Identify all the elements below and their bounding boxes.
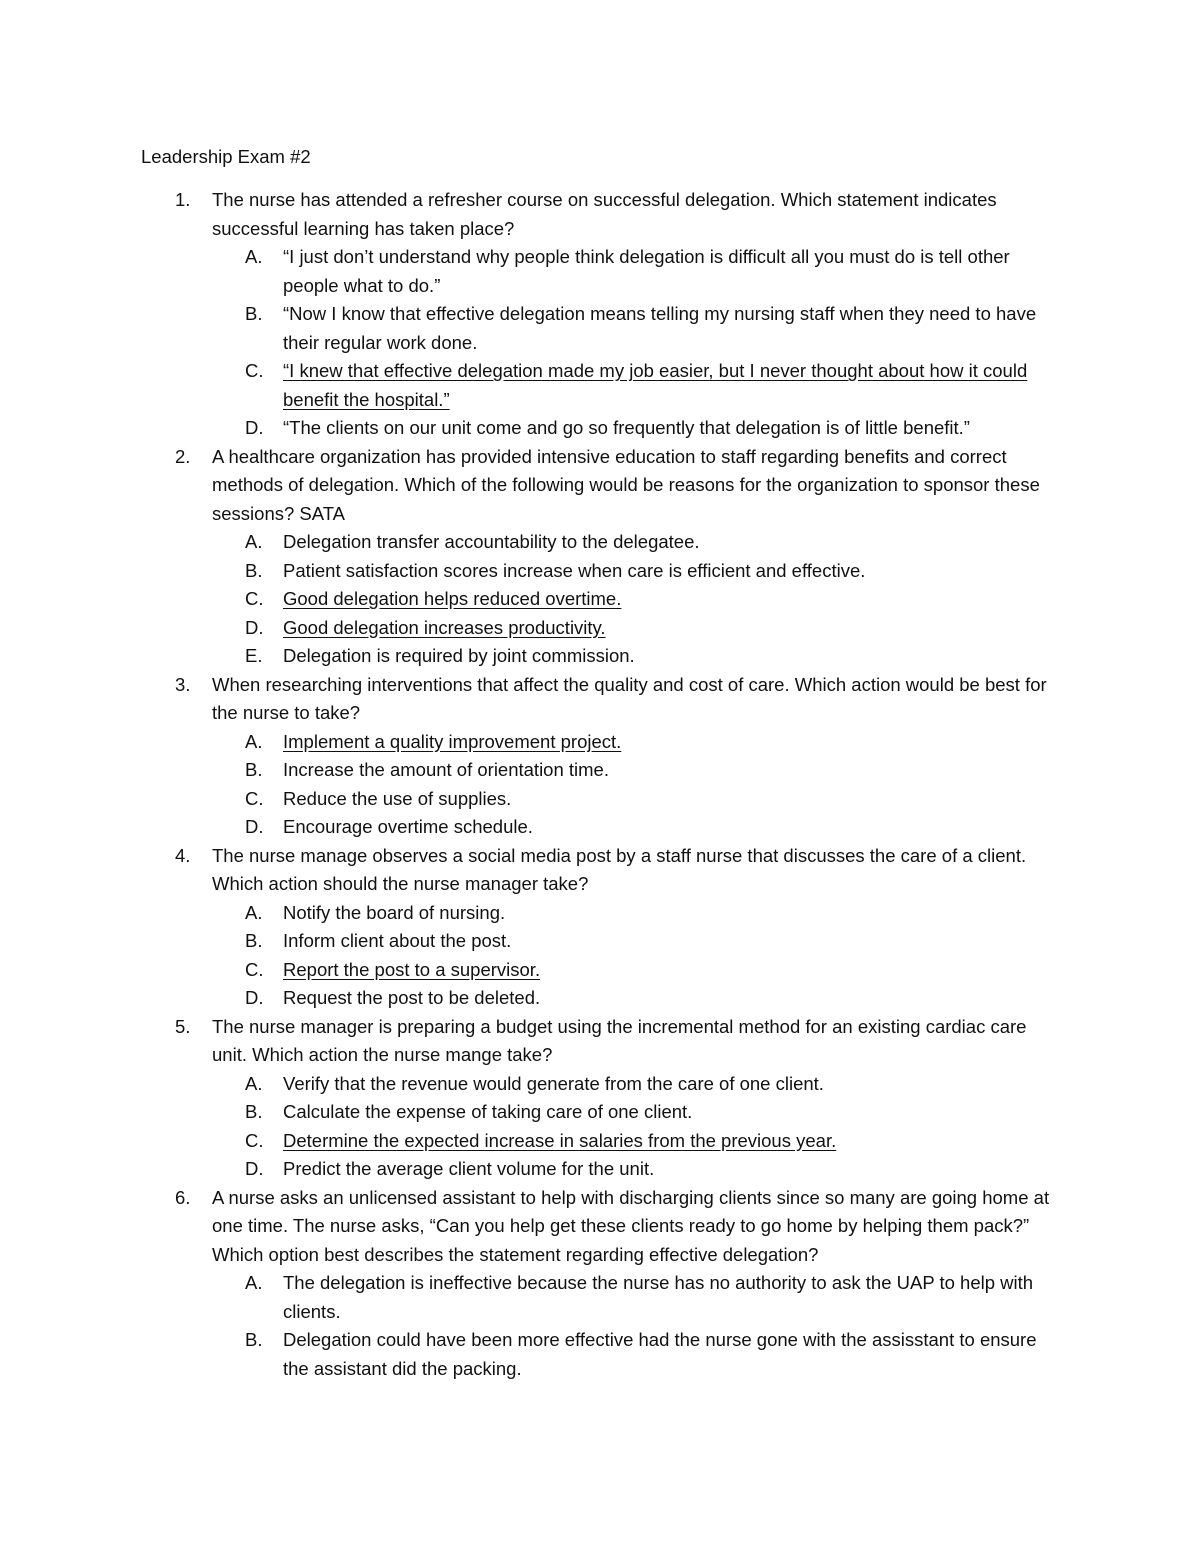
document-title: Leadership Exam #2 (141, 146, 311, 167)
option-letter: C. (245, 1129, 264, 1151)
question-2-option-3 (212, 585, 1061, 614)
option-text: Inform client about the post. (283, 930, 512, 951)
option-text: Delegation could have been more effective had the nurse gone with the assisstant to ensure the assistant did the packing. (283, 1329, 1037, 1379)
option-letter: A. (245, 1272, 263, 1293)
option-list (212, 728, 1061, 842)
question-3-option-4 (212, 813, 1061, 842)
option-letter: B. (245, 759, 263, 780)
option-text: Verify that the revenue would generate from the care of one client. (283, 1072, 824, 1094)
option-text-correct: Good delegation increases productivity. (283, 616, 606, 638)
option-text: Request the post to be deleted. (283, 987, 541, 1008)
option-text-correct: Implement a quality improvement project. (283, 730, 622, 752)
question-number: 3. (175, 673, 191, 695)
option-text-correct: Good delegation helps reduced overtime. (283, 588, 622, 609)
question-1-option-3 (212, 357, 1061, 414)
question-5-option-3 (212, 1127, 1061, 1156)
option-letter: D. (245, 1158, 264, 1179)
option-letter: C. (245, 787, 264, 809)
option-letter: B. (245, 930, 263, 951)
option-list (212, 899, 1061, 1013)
question-1-option-1 (212, 243, 1061, 300)
question-number: 6. (175, 1186, 191, 1208)
question-text: A healthcare organization has provided intensive education to staff regarding benefits and correct methods of delegation. Which of the following would be reasons for the organization to sponsor these sessions? SATA (212, 445, 1040, 524)
question-3-option-1 (212, 728, 1061, 757)
option-text: The delegation is ineffective because the nurse has no authority to ask the UAP to help with clients. (283, 1272, 1034, 1322)
question-4-option-4 (212, 984, 1061, 1013)
question-3-option-3 (212, 785, 1061, 814)
question-3-option-2 (212, 756, 1061, 785)
option-text: Delegation transfer accountability to the delegatee. (283, 531, 700, 552)
option-text: Reduce the use of supplies. (283, 787, 512, 809)
option-letter: D. (245, 987, 264, 1008)
option-letter: B. (245, 1101, 263, 1122)
option-letter: A. (245, 730, 263, 752)
question-2 (141, 443, 1061, 671)
option-letter: A. (245, 901, 263, 923)
question-text: A nurse asks an unlicensed assistant to help with discharging clients since so many are going home at one time. The nurse asks, “Can you help get these clients ready to go home by helping them pack?” Which option best describes the statement regarding effective delegation? (212, 1186, 1050, 1265)
option-text: Calculate the expense of taking care of one client. (283, 1101, 693, 1122)
option-letter: C. (245, 958, 264, 980)
question-list (141, 186, 1061, 1383)
option-list (212, 243, 1061, 443)
option-text: Delegation is required by joint commission. (283, 645, 635, 666)
option-text: “I just don’t understand why people think delegation is difficult all you must do is tell other people what to do.” (283, 246, 1010, 296)
option-text: “Now I know that effective delegation means telling my nursing staff when they need to have their regular work done. (283, 303, 1037, 353)
question-text: The nurse has attended a refresher course on successful delegation. Which statement indicates successful learning has taken place? (212, 189, 997, 239)
question-6 (141, 1184, 1061, 1384)
option-letter: A. (245, 246, 263, 267)
question-1-option-2 (212, 300, 1061, 357)
question-4-option-1 (212, 899, 1061, 928)
option-text: Predict the average client volume for the unit. (283, 1158, 655, 1179)
option-text: Encourage overtime schedule. (283, 816, 533, 837)
question-text: The nurse manager is preparing a budget using the incremental method for an existing cardiac care unit. Which action the nurse mange take? (212, 1015, 1027, 1065)
question-text: When researching interventions that affect the quality and cost of care. Which action would be best for the nurse to take? (212, 673, 1047, 723)
option-text: Patient satisfaction scores increase when care is efficient and effective. (283, 559, 866, 581)
option-letter: D. (245, 616, 264, 638)
option-letter: A. (245, 1072, 263, 1094)
question-number: 2. (175, 445, 191, 467)
option-text: “The clients on our unit come and go so frequently that delegation is of little benefit.” (283, 417, 970, 438)
question-2-option-1 (212, 528, 1061, 557)
option-letter: C. (245, 588, 264, 609)
question-2-option-5 (212, 642, 1061, 671)
option-text: Increase the amount of orientation time. (283, 759, 609, 780)
question-text: The nurse manage observes a social media post by a staff nurse that discusses the care of a client. Which action should the nurse manager take? (212, 844, 1027, 894)
question-2-option-2 (212, 557, 1061, 586)
question-4-option-2 (212, 927, 1061, 956)
question-number: 5. (175, 1015, 191, 1037)
question-6-option-2 (212, 1326, 1061, 1383)
option-list (212, 1269, 1061, 1383)
option-letter: A. (245, 531, 263, 552)
option-letter: B. (245, 303, 263, 324)
question-4 (141, 842, 1061, 1013)
question-1 (141, 186, 1061, 443)
option-text-correct: Determine the expected increase in salaries from the previous year. (283, 1129, 837, 1151)
option-letter: C. (245, 360, 264, 381)
question-4-option-3 (212, 956, 1061, 985)
option-letter: E. (245, 645, 263, 666)
question-3 (141, 671, 1061, 842)
question-number: 1. (175, 189, 191, 210)
option-letter: D. (245, 417, 264, 438)
question-1-option-4 (212, 414, 1061, 443)
question-2-option-4 (212, 614, 1061, 643)
question-5 (141, 1013, 1061, 1184)
option-letter: D. (245, 816, 264, 837)
question-5-option-4 (212, 1155, 1061, 1184)
question-5-option-2 (212, 1098, 1061, 1127)
option-text-correct: Report the post to a supervisor. (283, 958, 541, 980)
option-text: Notify the board of nursing. (283, 901, 506, 923)
question-5-option-1 (212, 1070, 1061, 1099)
option-text-correct: “I knew that effective delegation made my job easier, but I never thought about how it could benefit the hospital.” (283, 360, 1028, 410)
option-letter: B. (245, 559, 263, 581)
option-list (212, 528, 1061, 671)
option-letter: B. (245, 1329, 263, 1350)
option-list (212, 1070, 1061, 1184)
question-6-option-1 (212, 1269, 1061, 1326)
question-number: 4. (175, 844, 191, 866)
